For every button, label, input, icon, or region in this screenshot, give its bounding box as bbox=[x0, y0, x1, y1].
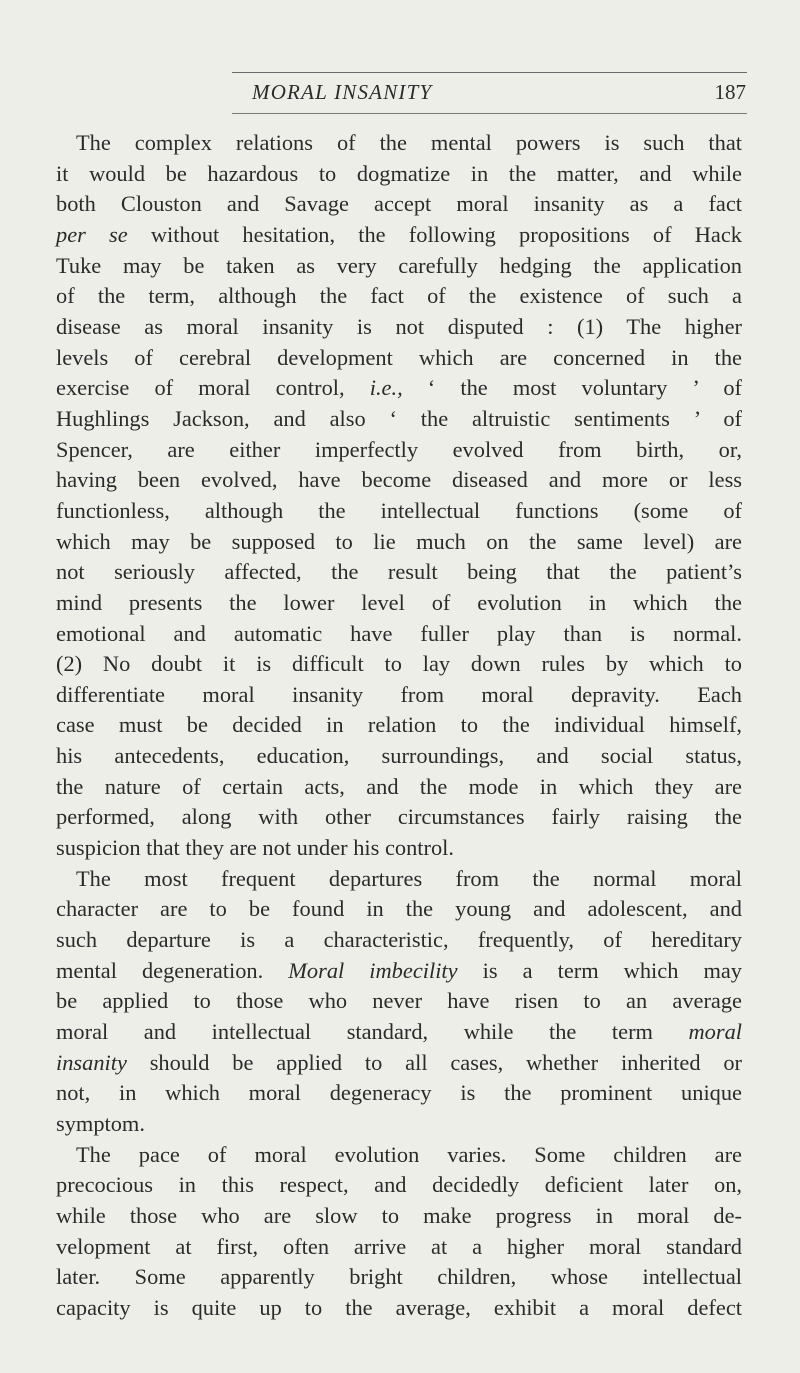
text-line: case must be decided in relation to the individual himself, bbox=[56, 712, 742, 738]
text-line: velopment at first, often arrive at a higher moral standard bbox=[56, 1233, 742, 1259]
text-line: be applied to those who never have risen to an average bbox=[56, 988, 742, 1014]
text-line: precocious in this respect, and decidedly deficient later on, bbox=[56, 1172, 742, 1198]
text-line: per se without hesitation, the following propositions of Hack bbox=[56, 221, 742, 247]
text-line: mental degeneration. Moral imbecility is a term which may bbox=[56, 957, 742, 983]
text-line: Tuke may be taken as very carefully hedging the application bbox=[56, 252, 742, 278]
text-line: emotional and automatic have fuller play than is normal. bbox=[56, 620, 742, 646]
italic-phrase: insanity bbox=[56, 1049, 127, 1075]
text-line: it would be hazardous to dogmatize in the matter, and while bbox=[56, 160, 742, 186]
text-line: levels of cerebral development which are concerned in the bbox=[56, 344, 742, 370]
text-line: The most frequent departures from the normal moral bbox=[76, 865, 742, 891]
italic-phrase: Moral imbecility bbox=[288, 957, 458, 983]
text-line: The pace of moral evolution varies. Some children are bbox=[76, 1141, 742, 1167]
text-line: which may be supposed to lie much on the same level) are bbox=[56, 528, 742, 554]
text-line: the nature of certain acts, and the mode in which they are bbox=[56, 773, 742, 799]
body-text bbox=[56, 128, 742, 1324]
text-line: not seriously affected, the result being that the patient’s bbox=[56, 559, 742, 585]
text-line: symptom. bbox=[56, 1111, 145, 1136]
page-number: 187 bbox=[714, 80, 746, 104]
text-line: both Clouston and Savage accept moral insanity as a fact bbox=[56, 191, 742, 217]
text-line: later. Some apparently bright children, whose intellectual bbox=[56, 1264, 742, 1290]
text-line: disease as moral insanity is not disputed : (1) The higher bbox=[56, 313, 742, 339]
text-line: of the term, although the fact of the existence of such a bbox=[56, 283, 742, 309]
text-line: character are to be found in the young and adolescent, and bbox=[56, 896, 742, 922]
running-head: MORAL INSANITY bbox=[252, 80, 433, 104]
text-line: not, in which moral degeneracy is the prominent unique bbox=[56, 1080, 742, 1106]
text-line: his antecedents, education, surroundings, and social status, bbox=[56, 743, 742, 769]
header-rule bbox=[232, 113, 747, 114]
text-line: Hughlings Jackson, and also ‘ the altruistic sentiments ’ of bbox=[56, 405, 742, 431]
text-line: The complex relations of the mental powers is such that bbox=[76, 130, 742, 155]
italic-phrase: i.e., bbox=[369, 375, 403, 401]
italic-phrase: per se bbox=[56, 221, 128, 247]
text-line: suspicion that they are not under his control. bbox=[56, 835, 454, 861]
text-line: mind presents the lower level of evolution in which the bbox=[56, 589, 742, 615]
text-line: capacity is quite up to the average, exhibit a moral defect bbox=[56, 1294, 742, 1320]
top-rule bbox=[232, 72, 747, 73]
text-line: insanity should be applied to all cases, whether inherited or bbox=[56, 1049, 742, 1075]
text-line: performed, along with other circumstances fairly raising the bbox=[56, 804, 742, 830]
text-line: Spencer, are either imperfectly evolved from birth, or, bbox=[56, 436, 742, 462]
italic-phrase: moral bbox=[688, 1019, 742, 1045]
page-header bbox=[252, 80, 746, 112]
text-line: having been evolved, have become diseased and more or less bbox=[56, 467, 742, 493]
text-line: differentiate moral insanity from moral depravity. Each bbox=[56, 681, 742, 707]
text-line: functionless, although the intellectual functions (some of bbox=[56, 497, 742, 523]
text-line: exercise of moral control, i.e., ‘ the most voluntary ’ of bbox=[56, 375, 742, 401]
text-line: while those who are slow to make progress in moral de- bbox=[56, 1202, 742, 1228]
text-line: moral and intellectual standard, while the term moral bbox=[56, 1019, 742, 1045]
text-line: such departure is a characteristic, frequently, of hereditary bbox=[56, 927, 742, 953]
text-line: (2) No doubt it is difficult to lay down rules by which to bbox=[56, 651, 742, 677]
